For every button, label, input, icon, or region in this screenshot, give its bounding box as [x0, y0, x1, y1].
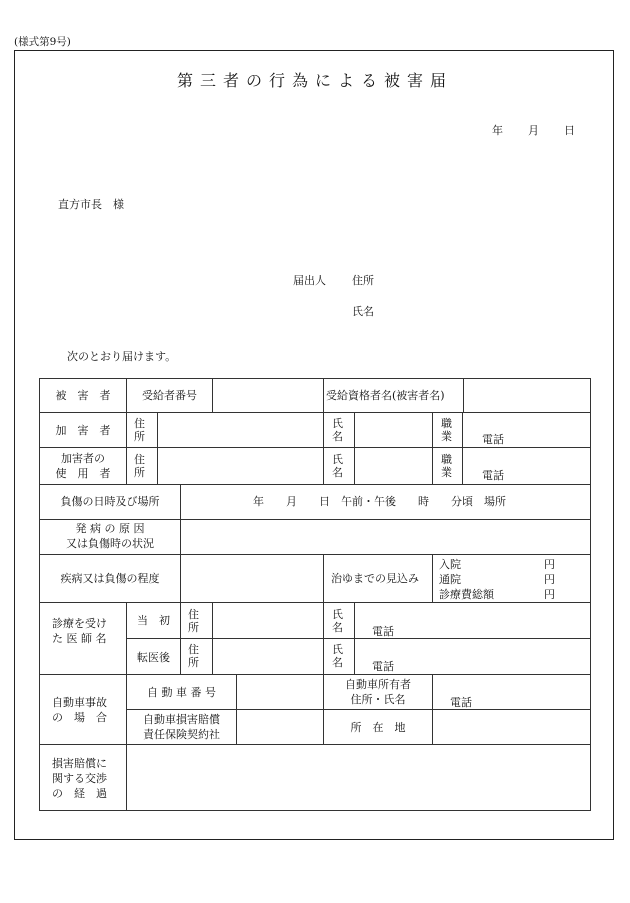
addressee: 直方市長 様: [58, 198, 124, 211]
transfer-name-2: 名: [332, 656, 343, 669]
perp-address-1: 住: [134, 417, 145, 430]
emp-address-1: 住: [134, 453, 145, 466]
perp-phone-label: 電話: [482, 433, 504, 446]
emp-address-2: 所: [134, 466, 145, 479]
negotiation-label-2: 関する交渉: [52, 772, 107, 785]
perp-address-2: 所: [134, 430, 145, 443]
initial-label: 当 初: [137, 614, 170, 627]
insurer-location-label: 所 在 地: [350, 721, 406, 734]
negotiation-label-1: 損害賠償に: [52, 757, 107, 770]
perp-job-1: 職: [441, 417, 452, 430]
form-number: (様式第9号): [14, 36, 71, 48]
injury-datetime-label: 負傷の日時及び場所: [60, 495, 160, 508]
emp-job-1: 職: [441, 453, 452, 466]
cause-label-2: 又は負傷時の状況: [66, 537, 154, 550]
applicant-label: 届出人: [293, 274, 326, 287]
transfer-address-1: 住: [188, 643, 199, 656]
transfer-address-2: 所: [188, 656, 199, 669]
perp-name-1: 氏: [332, 417, 343, 430]
perp-job-2: 業: [441, 430, 452, 443]
datetime-fields: 年 月 日 午前・午後 時 分頃 場所: [253, 495, 506, 508]
car-accident-label-1: 自動車事故: [52, 696, 107, 709]
intro-text: 次のとおり届けます。: [67, 350, 177, 363]
insurer-label-1: 自動車損害賠償: [143, 713, 220, 726]
emp-name-2: 名: [332, 466, 343, 479]
total-cost-yen: 円: [544, 588, 555, 601]
doctor-label-2: た 医 師 名: [52, 632, 107, 645]
initial-phone-label: 電話: [372, 625, 394, 638]
date-year: 年: [492, 124, 503, 137]
victim-label: 被 害 者: [55, 389, 111, 402]
cause-label-1: 発 病 の 原 因: [75, 522, 145, 535]
perpetrator-label: 加 害 者: [55, 424, 111, 437]
outpatient-yen: 円: [544, 573, 555, 586]
applicant-address-label: 住所: [352, 274, 374, 287]
employer-label-1: 加害者の: [61, 452, 105, 465]
hospital-yen: 円: [544, 558, 555, 571]
doctor-label-1: 診療を受け: [52, 617, 107, 630]
car-owner-label-2: 住所・氏名: [350, 693, 406, 706]
emp-phone-label: 電話: [482, 469, 504, 482]
outpatient-label: 通院: [439, 573, 461, 586]
perp-name-2: 名: [332, 430, 343, 443]
total-cost-label: 診療費総額: [439, 588, 494, 601]
hospital-label: 入院: [439, 558, 461, 571]
date-month: 月: [528, 124, 539, 137]
transfer-label: 転医後: [137, 651, 170, 664]
negotiation-label-3: の 経 過: [52, 787, 107, 800]
applicant-name-label: 氏名: [352, 305, 374, 318]
car-accident-label-2: の 場 合: [52, 711, 107, 724]
initial-name-1: 氏: [332, 608, 343, 621]
employer-label-2: 使 用 者: [55, 467, 111, 480]
transfer-name-1: 氏: [332, 643, 343, 656]
form-title: 第三者の行為による被害届: [176, 71, 453, 90]
transfer-phone-label: 電話: [372, 660, 394, 673]
severity-label: 疾病又は負傷の程度: [60, 572, 160, 585]
car-number-label: 自 動 車 番 号: [147, 686, 216, 699]
car-owner-phone-label: 電話: [450, 696, 472, 709]
initial-name-2: 名: [332, 621, 343, 634]
initial-address-1: 住: [188, 608, 199, 621]
car-owner-label-1: 自動車所有者: [345, 678, 411, 691]
insurer-label-2: 責任保険契約社: [143, 728, 220, 741]
emp-job-2: 業: [441, 466, 452, 479]
recovery-label: 治ゆまでの見込み: [331, 572, 419, 585]
emp-name-1: 氏: [332, 453, 343, 466]
initial-address-2: 所: [188, 621, 199, 634]
beneficiary-no-label: 受給者番号: [142, 389, 197, 402]
date-day: 日: [564, 124, 575, 137]
qualified-name-label: 受給資格者名(被害者名): [326, 389, 445, 402]
